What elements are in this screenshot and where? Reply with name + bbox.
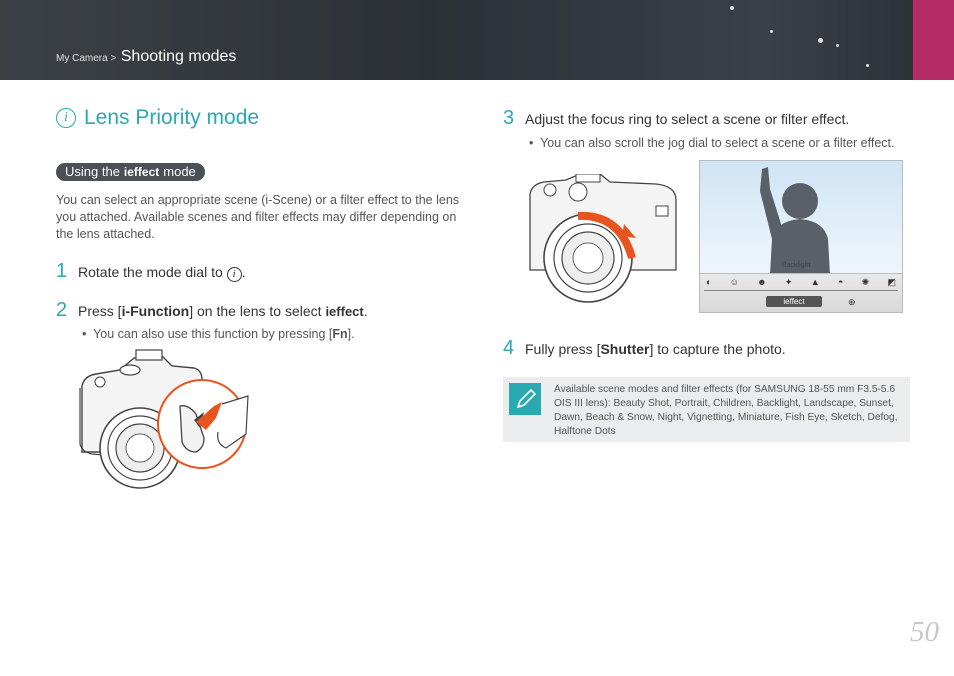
subsection-suffix: mode	[163, 164, 196, 179]
step-2	[56, 299, 368, 322]
step-number: 3	[503, 107, 515, 129]
ieffect-icon: ieffect	[325, 304, 364, 319]
backlit-child-silhouette	[700, 161, 902, 275]
step-3-bullet: • You can also scroll the jog dial to select a scene or a filter effect.	[529, 136, 895, 150]
children-icon[interactable]: ☻	[757, 277, 767, 287]
step-number: 1	[56, 260, 68, 282]
decorative-glow	[770, 30, 773, 33]
decorative-glow	[818, 38, 823, 43]
step-text-end: .	[241, 264, 246, 280]
page-header	[0, 0, 954, 80]
lens-priority-icon: i	[56, 108, 76, 128]
bullet-text: You can also scroll the jog dial to select a scene or a filter effect.	[540, 136, 895, 150]
step-text-end: .	[363, 303, 368, 319]
step-number: 2	[56, 299, 68, 321]
subsection-heading	[56, 163, 205, 181]
step-4	[503, 337, 786, 360]
button-name: i-Function	[121, 303, 190, 319]
note-text: Available scene modes and filter effects (for SAMSUNG 18-55 mm F3.5-5.6 OIS III lens): Beauty Shot, Portrait, Children, Backlight, Landscape, Sunset, Dawn, Beach & Snow, Night, Vignetting, Miniature, Fish Eye, Sketch, Defog, Halftone Dots	[554, 384, 898, 437]
note-box	[503, 377, 910, 442]
step-1	[56, 260, 246, 283]
scene-scale-line	[704, 290, 898, 291]
bullet-text-end: ].	[347, 327, 355, 341]
brand-accent-tab	[913, 0, 954, 80]
page-title	[56, 106, 259, 130]
breadcrumb-parent[interactable]: My Camera >	[56, 53, 117, 64]
button-name: Shutter	[600, 341, 650, 357]
page-title-text: Lens Priority mode	[84, 106, 260, 129]
subsection-prefix: Using the	[65, 164, 120, 179]
landscape-icon[interactable]: ▲	[810, 277, 820, 287]
dawn-icon[interactable]: ✺	[861, 277, 870, 287]
lens-priority-icon: i	[227, 267, 242, 282]
decorative-glow	[836, 44, 839, 47]
live-view-screen	[699, 160, 903, 313]
ieffect-indicator: ieffect	[766, 296, 822, 307]
step-3	[503, 107, 849, 130]
sunset-icon[interactable]: ◓	[837, 277, 844, 287]
scene-label: Backlight	[782, 262, 811, 269]
decorative-glow	[866, 64, 869, 67]
decorative-glow	[730, 6, 734, 10]
step-text: Press [	[78, 303, 122, 319]
pencil-note-icon	[509, 383, 541, 415]
bullet-text: You can also use this function by pressing [	[93, 327, 333, 341]
step-number: 4	[503, 337, 515, 359]
step-text: Fully press [	[525, 341, 601, 357]
page-number: 50	[910, 616, 939, 648]
step-text: Rotate the mode dial to	[78, 264, 223, 280]
backlight-icon[interactable]: ✦	[784, 277, 793, 287]
camera-focus-ring-illustration	[526, 174, 680, 314]
ieffect-icon: ieffect	[123, 165, 160, 179]
step-text: Adjust the focus ring to select a scene or filter effect.	[525, 111, 850, 127]
camera-mode-dial-illustration	[76, 348, 254, 494]
fn-key-icon: Fn	[332, 327, 348, 341]
portrait-icon[interactable]: ☺	[729, 277, 739, 287]
step-2-bullet: • You can also use this function by pressing [Fn].	[82, 327, 355, 341]
beauty-shot-icon[interactable]: ◐	[706, 277, 712, 287]
step-text-end: ] to capture the photo.	[649, 341, 786, 357]
step-text-mid: ] on the lens to select	[189, 303, 322, 319]
zoom-icon: ⊕	[848, 297, 856, 307]
night-icon[interactable]: ◩	[887, 277, 896, 287]
breadcrumb-current: Shooting modes	[120, 48, 237, 65]
intro-paragraph: You can select an appropriate scene (i-Scene) or a filter effect to the lens you attached. Available scenes and filter effects may differ depending on the lens attached.	[56, 193, 460, 241]
scene-icons-row	[706, 277, 896, 288]
breadcrumb	[56, 48, 236, 66]
